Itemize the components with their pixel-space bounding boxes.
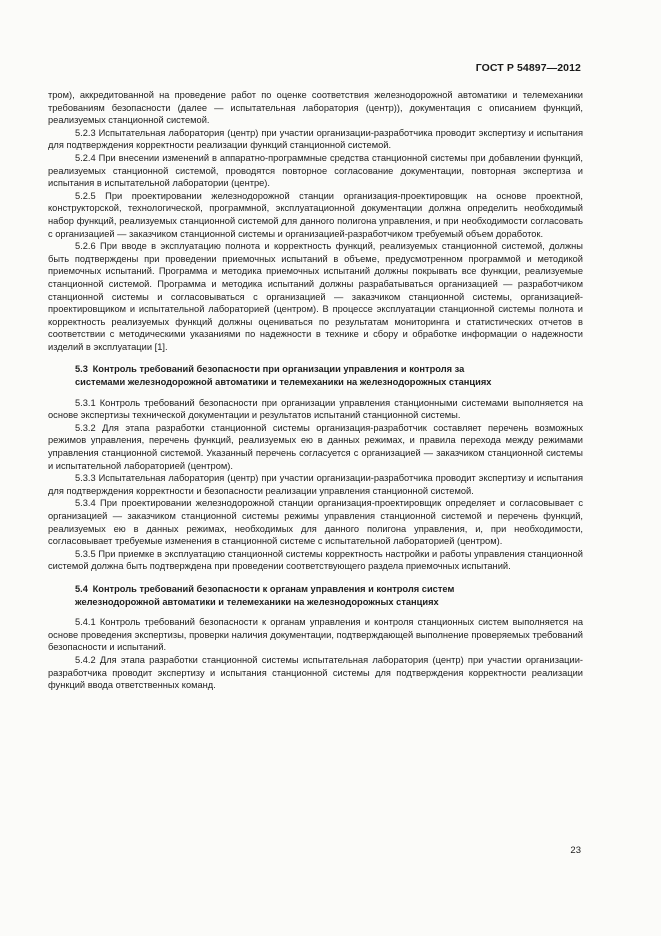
paragraph-5-3-1: 5.3.1 Контроль требований безопасности при организации управления станционными системами выполняется на основе экспертизы технической документации и результатов испытаний станционной системы.	[48, 397, 583, 421]
paragraph-continuation: тром), аккредитованной на проведение работ по оценке соответствия железнодорожной автоматики и телемеханики требованиям безопасности (далее — испытательная лаборатория (центр)), документация с описанием функций, реализуемых станционной системой.	[48, 90, 583, 126]
paragraph-5-2-3: 5.2.3 Испытательная лаборатория (центр) при участии организации-разработчика проводит экспертизу и испытания для подтверждения корректности реализации функций станционной системой.	[48, 127, 583, 151]
section-number: 5.3	[75, 364, 88, 375]
section-heading-5-3	[48, 363, 583, 388]
page-number: 23	[570, 845, 581, 856]
section-title-line-2: системами железнодорожной автоматики и телемеханики на железнодорожных станциях	[75, 377, 492, 388]
paragraph-5-2-4: 5.2.4 При внесении изменений в аппаратно-программные средства станционной системы при добавлении функций, реализуемых станционной системой, проводятся повторное согласование документации, повторная экспертиза и испытания в испытательной лаборатории (центре).	[48, 152, 583, 189]
paragraph-5-4-1: 5.4.1 Контроль требований безопасности к органам управления и контроля станционных систем выполняется на основе проведения экспертизы, проверки наличия документации, подтверждающей выполнение проверяемых требований безопасности и испытаний.	[48, 617, 583, 653]
section-heading-5-4	[48, 583, 583, 608]
paragraph-5-3-4: 5.3.4 При проектировании железнодорожной станции организация-проектировщик определяет и согласовывает с организацией — заказчиком станционной системы режимы управления станционной системой и перечень функций, реализуемых ею в данных режимах, необходимых для данного полигона управления, и, при необходимости, согласовывает требуемые изменения в станционной системе с испытательной лабораторией (центром).	[48, 498, 583, 547]
paragraph-5-3-2: 5.3.2 Для этапа разработки станционной системы организация-разработчик составляет перечень возможных режимов управления, перечень функций, реализуемых ею в данных режимах, и правила перехода между режимами управления станционной системой. Указанный перечень согласуется с организацией — заказчиком станционной системы и испытательной лабораторией (центром).	[48, 422, 583, 471]
document-id-header: ГОСТ Р 54897—2012	[475, 62, 581, 74]
document-body	[48, 89, 583, 692]
paragraph-5-2-6: 5.2.6 При вводе в эксплуатацию полнота и корректность функций, реализуемых станционной системой, должны быть подтверждены при проведении приемочных испытаний в объеме, предусмотренном программой и методикой приемочных испытаний. Программа и методика приемочных испытаний должны покрывать все функции, реализуемые станционной системой. Программа и методика испытаний должны разрабатываться организацией — разработчиком станционной системы и согласовываться с организацией — заказчиком станционной системы, организацией-проектировщиком и испытательной лабораторией (центром). В процессе эксплуатации станционной системы полнота и корректность реализуемых функций должны оцениваться по результатам мониторинга и статистических отчетов в соответствии с методическими указаниями по надежности в технике и сбору и обработке информации о надежности изделий в эксплуатации [1].	[48, 241, 583, 352]
section-title-line-1: Контроль требований безопасности при организации управления и контроля за	[92, 364, 465, 375]
paragraph-5-3-5: 5.3.5 При приемке в эксплуатацию станционной системы корректность настройки и работы управления станционной системой должна быть подтверждена при проведении соответствующего раздела приемочных испытаний.	[48, 548, 583, 572]
paragraph-5-4-2: 5.4.2 Для этапа разработки станционной системы испытательная лаборатория (центр) при участии организации-разработчика проводит экспертизу и испытания станционной системы для подтверждения корректности реализации функций ввода ответственных команд.	[48, 654, 583, 691]
section-title-line-1: Контроль требований безопасности к органам управления и контроля систем	[92, 583, 455, 594]
paragraph-5-2-5: 5.2.5 При проектировании железнодорожной станции организация-проектировщик на основе проектной, конструкторской, технологической, программной, эксплуатационной документации должна определить необходимый набор функций, реализуемых станционной системой для данного полигона управления, и при необходимости согласовать с организацией — заказчиком станционной системы и организацией-разработчиком требуемый объем доработок.	[48, 190, 583, 239]
paragraph-5-3-3: 5.3.3 Испытательная лаборатория (центр) при участии организации-разработчика проводит экспертизу и испытания для подтверждения корректности и безопасности реализации управления станционной системой.	[48, 473, 583, 496]
section-title-line-2: железнодорожной автоматики и телемеханики на железнодорожных станциях	[75, 596, 439, 607]
section-number: 5.4	[75, 583, 88, 594]
